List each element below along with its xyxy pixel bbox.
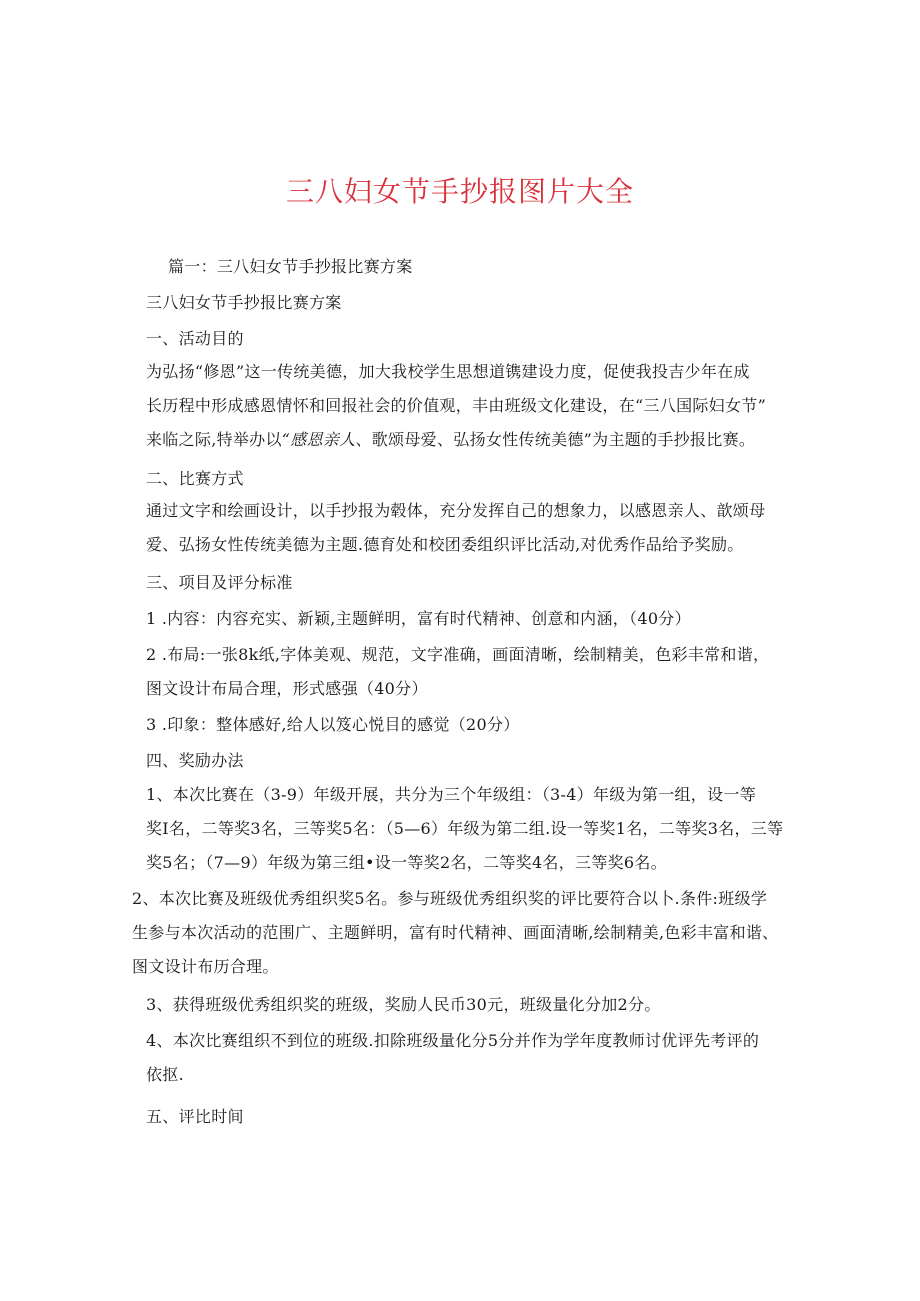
section-heading-method: 二、比赛方式: [146, 469, 244, 488]
body-line: 4、本次比赛组织不到位的班级.扣除班级量化分5分并作为学年度教师讨优评先考评的: [146, 1031, 760, 1050]
body-line: 2 .布局:一张8k纸,字体美观、规范，文字准确，画面清晰，绘制精美，色彩丰常和谐，: [146, 645, 770, 664]
body-line: 爱、弘扬女性传统美德为主题.德育处和校团委组织评比活动,对优秀作品给予奖励。: [146, 535, 744, 554]
section-heading-schedule: 五、评比时间: [146, 1107, 244, 1126]
section-heading-purpose: 一、活动目的: [146, 329, 244, 348]
awards-item-3: 3、获得班级优秀组织奖的班级，奖励人民币30元，班级量化分加2分。: [146, 995, 661, 1014]
section-heading-awards: 四、奖励办法: [146, 751, 244, 770]
body-line: 图文设计布历合理。: [132, 957, 279, 976]
awards-item-1: [146, 778, 796, 880]
chapter-heading: 篇一：三八妇女节手抄报比赛方案: [168, 257, 413, 276]
section-purpose-body: [146, 355, 796, 457]
body-text: 、歌颂母爱、弘扬女性传统美德”为主题的手抄报比赛。: [355, 430, 756, 449]
body-line: [146, 423, 796, 457]
body-line: 长历程中形成感恩情怀和回报社会的价值观，丰由班级文化建设，在“三八国际妇女节”: [146, 396, 767, 415]
body-line: 奖I名，二等奖3名，三等奖5名：（5—6）年级为第二组.设一等奖1名，二等奖3名，三等: [146, 819, 784, 838]
awards-item-4: [146, 1024, 796, 1092]
body-line: 奖5名；（7—9）年级为第三组•设一等奖2名，二等奖4名，三等奖6名。: [146, 853, 668, 872]
section-heading-criteria: 三、项目及评分标准: [146, 573, 293, 592]
body-line: 依抠.: [146, 1065, 184, 1084]
document-title: 三八妇女节手抄报图片大全: [285, 175, 634, 208]
body-line: 为弘扬“修恩”这一传统美德，加大我校学生思想道镌建设力度，促使我投吉少年在成: [146, 362, 750, 381]
criteria-item-impression: 3 .印象：整体感好,给人以笈心悦目的感觉（20分）: [146, 715, 520, 734]
body-line: 生参与本次活动的范围广、主题鲜明，富有时代精神、画面清晰,绘制精美,色彩丰富和谐、: [132, 923, 779, 942]
body-line: 图文设计布局合理，形式感强（40分）: [146, 679, 428, 698]
body-line: 1、本次比赛在（3-9）年级开展，共分为三个年级组：（3-4）年级为第一组，设一等: [146, 785, 757, 804]
document-subtitle: 三八妇女节手抄报比赛方案: [146, 293, 342, 312]
criteria-item-layout: [146, 638, 796, 706]
awards-item-2: [132, 882, 782, 984]
criteria-item-content: 1 .内容：内容充实、新颖,主题鲜明，富有时代精神、创意和内涵，（40分）: [146, 609, 691, 628]
section-method-body: [146, 494, 796, 562]
body-line: 2、本次比赛及班级优秀组织奖5名。参与班级优秀组织奖的评比要符合以卜.条件:班级学: [132, 889, 768, 908]
body-line: 通过文字和绘画设计，以手抄报为毂体，充分发挥自己的想象力，以感恩亲人、歆颂母: [146, 501, 766, 520]
italic-text: “感恩亲人: [281, 430, 356, 449]
body-text: 来临之际,特举办以: [146, 430, 282, 449]
